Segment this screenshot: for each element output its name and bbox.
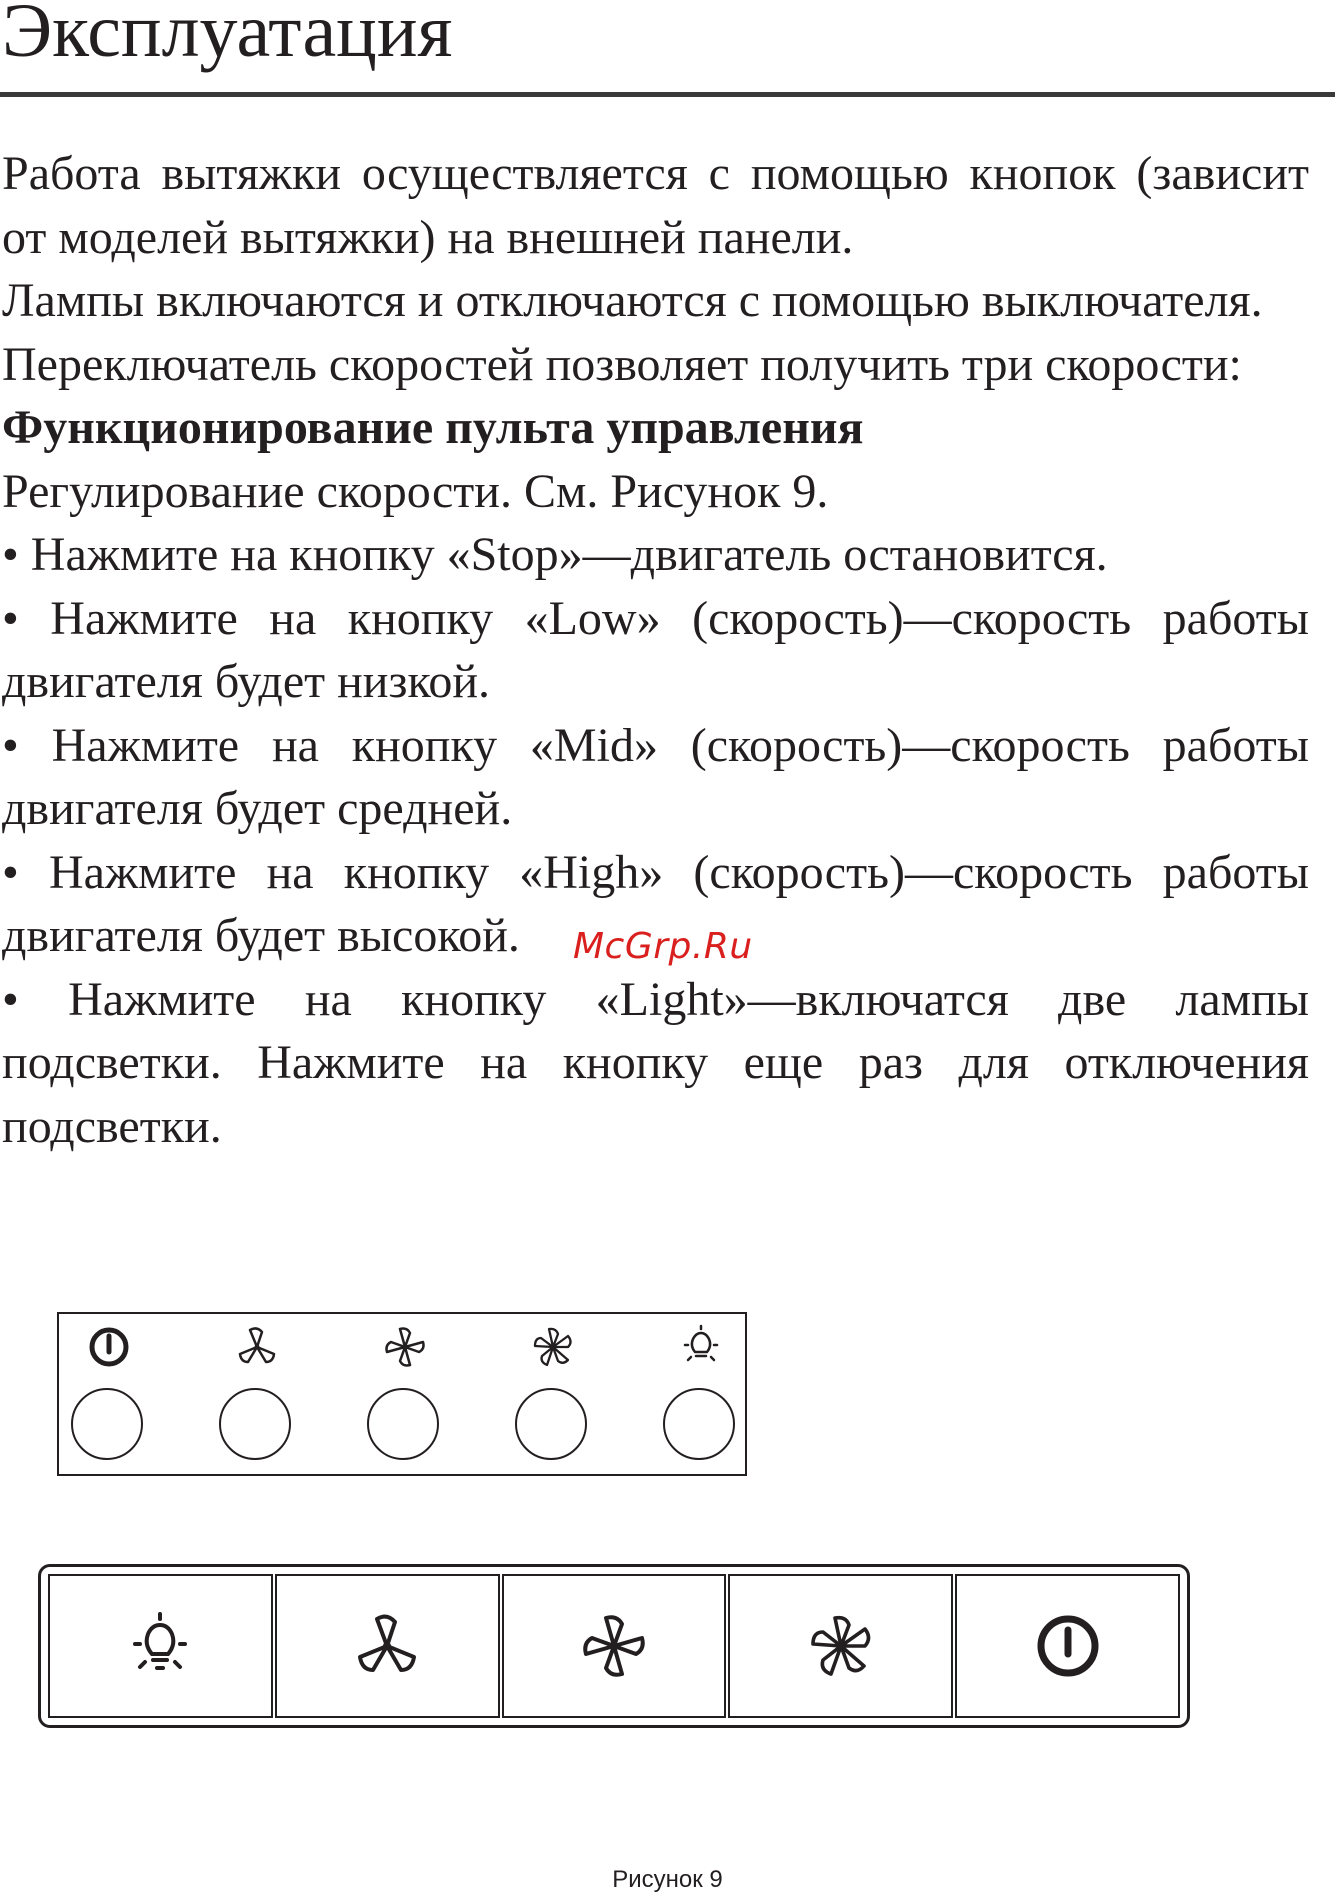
stop-key[interactable]: [955, 1574, 1180, 1718]
control-panel-key-strip: [38, 1564, 1190, 1728]
panel-1-light-control: [661, 1314, 741, 1474]
fan-mid-icon: [578, 1610, 650, 1682]
panel-1-stop-control: [69, 1314, 149, 1474]
power-icon: [86, 1324, 132, 1370]
paragraph-buttons: Работа вытяжки осуществляется с помощью кнопок (зависит от моделей вытяжки) на внешней панели.: [2, 147, 1309, 264]
body-text: [2, 142, 1309, 1158]
mid-speed-button[interactable]: [367, 1388, 439, 1460]
panel-1-mid-control: [365, 1314, 445, 1474]
high-speed-key[interactable]: [728, 1574, 953, 1718]
light-bulb-icon: [124, 1610, 196, 1682]
stop-button[interactable]: [71, 1388, 143, 1460]
key-strip: [48, 1574, 1180, 1718]
fan-mid-icon: [382, 1324, 428, 1370]
watermark: McGrp.Ru: [573, 926, 753, 967]
bullet-low: • Нажмите на кнопку «Low» (скорость)—скорость работы двигателя будет низкой.: [2, 591, 1309, 708]
mid-speed-key[interactable]: [502, 1574, 727, 1718]
bullet-stop: • Нажмите на кнопку «Stop»—двигатель остановится.: [2, 528, 1108, 581]
bullet-mid: • Нажмите на кнопку «Mid» (скорость)—скорость работы двигателя будет средней.: [2, 718, 1309, 835]
fan-high-icon: [530, 1324, 576, 1370]
fan-low-icon: [351, 1610, 423, 1682]
fan-low-icon: [234, 1324, 280, 1370]
paragraph-speeds: Переключатель скоростей позволяет получить три скорости:: [2, 337, 1242, 391]
panel-1-high-control: [513, 1314, 593, 1474]
figure-caption: Рисунок 9: [612, 1866, 723, 1893]
section-heading: Функционирование пульта управления: [2, 401, 864, 454]
high-speed-button[interactable]: [515, 1388, 587, 1460]
control-panel-round-buttons: [57, 1312, 747, 1476]
page-title: Эксплуатация: [2, 0, 453, 73]
bullet-high: • Нажмите на кнопку «High» (скорость)—скорость работы двигателя будет высокой.: [2, 845, 1309, 962]
title-divider: [0, 92, 1335, 97]
paragraph-intro: Регулирование скорости. См. Рисунок 9.: [2, 464, 829, 518]
fan-high-icon: [805, 1610, 877, 1682]
light-key[interactable]: [48, 1574, 273, 1718]
panel-1-low-control: [217, 1314, 297, 1474]
low-speed-button[interactable]: [219, 1388, 291, 1460]
low-speed-key[interactable]: [275, 1574, 500, 1718]
light-bulb-icon: [678, 1324, 724, 1370]
power-icon: [1032, 1610, 1104, 1682]
paragraph-lamps: Лампы включаются и отключаются с помощью выключателя.: [2, 274, 1263, 327]
light-button[interactable]: [663, 1388, 735, 1460]
bullet-light: • Нажмите на кнопку «Light»—включатся две лампы подсветки. Нажмите на кнопку еще раз для отключения подсветки.: [2, 972, 1309, 1153]
